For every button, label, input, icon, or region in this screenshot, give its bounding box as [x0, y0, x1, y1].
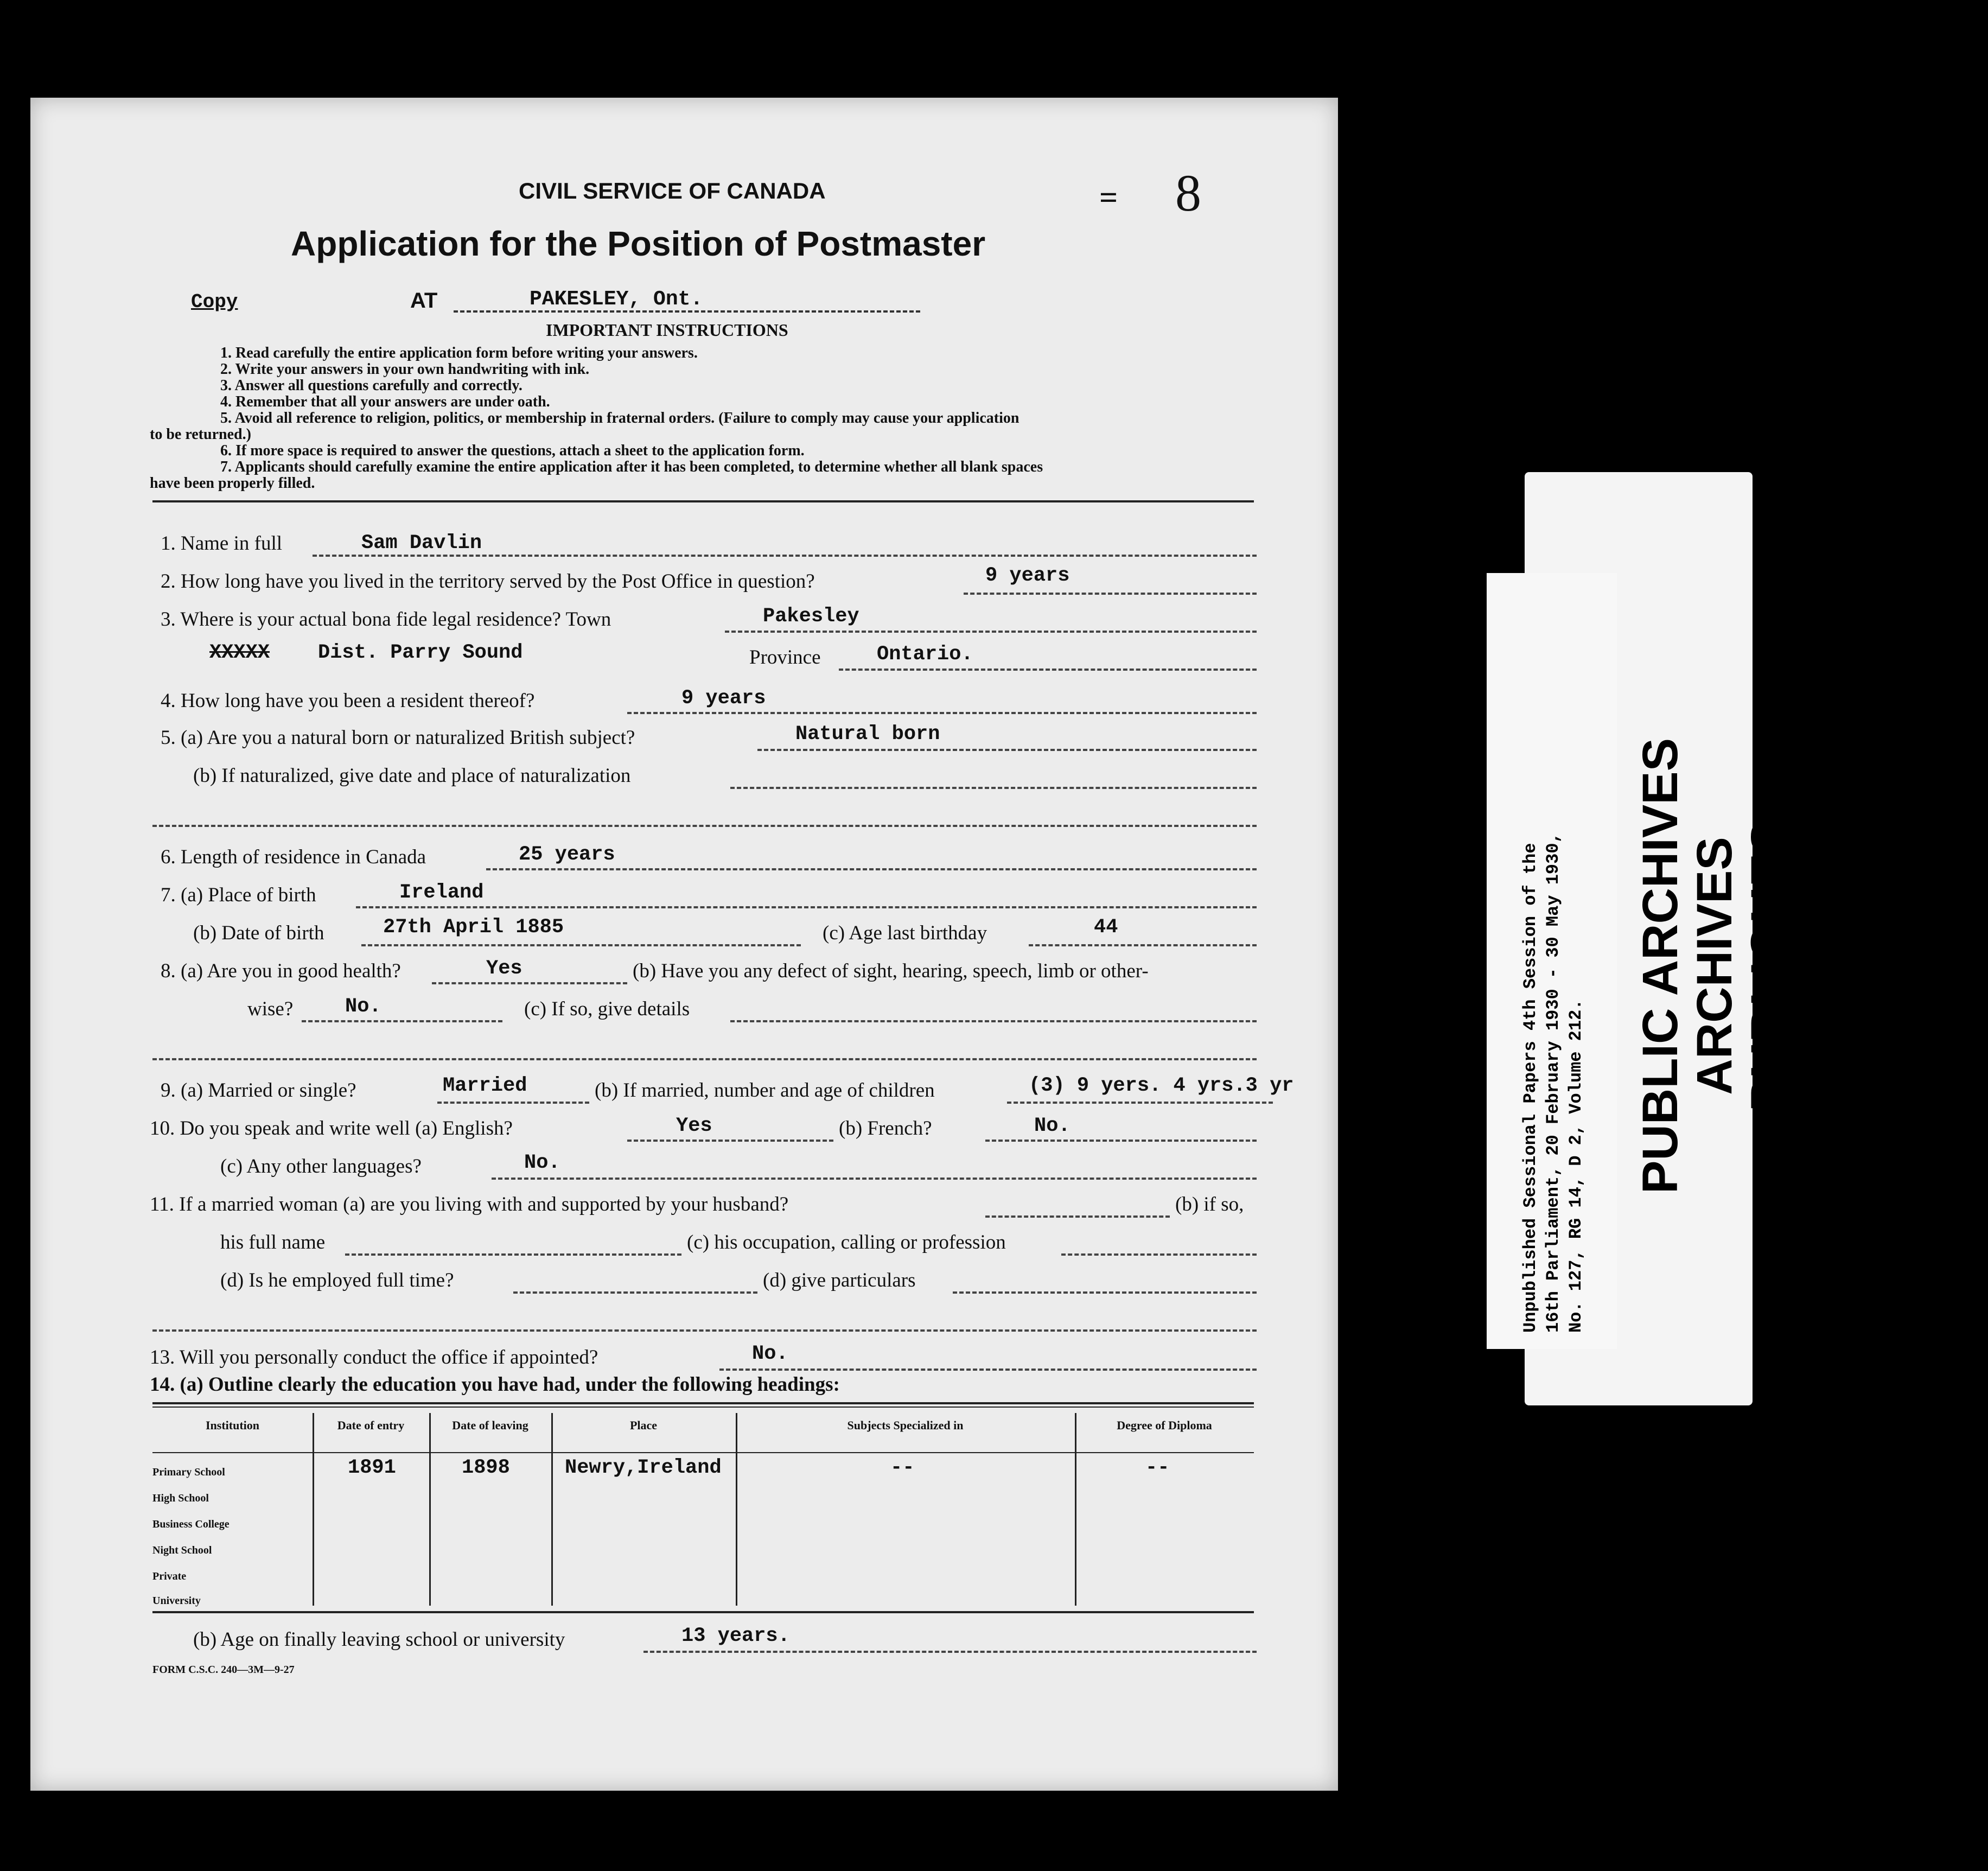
q13-label: 13. Will you personally conduct the office if appointed? — [150, 1346, 598, 1369]
q10c-label: (c) Any other languages? — [220, 1155, 422, 1178]
answer-resident-thereof: 9 years — [681, 687, 766, 710]
instruction-item: 4. Remember that all your answers are under oath. — [220, 393, 550, 410]
q8b-fill-line — [302, 1020, 502, 1022]
at-label: AT — [410, 289, 438, 313]
form-title: Application for the Position of Postmaster — [291, 224, 986, 263]
instruction-item: to be returned.) — [150, 426, 251, 443]
province-fill-line — [839, 669, 1257, 671]
answer-good-health: Yes — [486, 957, 523, 980]
q8a-fill-line — [432, 982, 627, 984]
q10-label: 10. Do you speak and write well (a) English? — [150, 1117, 513, 1140]
q6-label: 6. Length of residence in Canada — [161, 846, 426, 868]
q10c-fill-line — [492, 1178, 1257, 1180]
row-label-private: Private — [152, 1570, 187, 1582]
q11-extra-line — [152, 1329, 1257, 1332]
answer-residence-canada: 25 years — [519, 843, 615, 866]
instruction-item: 6. If more space is required to answer the questions, attach a sheet to the application form. — [220, 442, 805, 459]
answer-french: No. — [1034, 1115, 1071, 1137]
q10b-fill-line — [985, 1140, 1257, 1142]
header-degree: Degree of Diploma — [1117, 1418, 1212, 1432]
archive-reference-text — [1519, 573, 1588, 1333]
row-label-high-school: High School — [152, 1492, 209, 1504]
application-form-page — [30, 98, 1338, 1791]
q10a-fill-line — [627, 1140, 833, 1142]
copy-label: Copy — [191, 291, 238, 313]
form-code: FORM C.S.C. 240—3M—9-27 — [152, 1664, 295, 1676]
q1-fill-line — [313, 555, 1257, 557]
q8c-fill-line — [730, 1020, 1257, 1022]
instruction-item: 3. Answer all questions carefully and correctly. — [220, 377, 523, 394]
agency-heading: CIVIL SERVICE OF CANADA — [519, 178, 826, 203]
q8b-cont-label: wise? — [247, 998, 294, 1020]
q11d2-fill-line — [953, 1291, 1257, 1294]
answer-province: Ontario. — [877, 643, 973, 666]
q14a-label: 14. (a) Outline clearly the education you have had, under the following headings: — [150, 1373, 840, 1396]
reference-line-1: Unpublished Sessional Papers 4th Session of the — [1520, 843, 1540, 1333]
q5a-fill-line — [757, 749, 1257, 751]
q5a-label: 5. (a) Are you a natural born or naturalized British subject? — [161, 727, 635, 749]
header-date-of-leaving: Date of leaving — [452, 1418, 528, 1432]
q7c-fill-line — [1029, 944, 1257, 946]
answer-date-of-birth: 27th April 1885 — [383, 916, 564, 939]
stamp-line-canada: CANADA — [1800, 880, 1834, 1052]
header-institution: Institution — [205, 1418, 260, 1432]
answer-conduct-office: No. — [752, 1342, 788, 1365]
answer-lived-territory: 9 years — [985, 564, 1070, 587]
instruction-item: 2. Write your answers in your own handwriting with ink. — [220, 361, 590, 378]
answer-age: 44 — [1094, 916, 1118, 939]
q11b-fill-line — [345, 1253, 681, 1256]
instructions-title: IMPORTANT INSTRUCTIONS — [546, 320, 788, 340]
answer-children: (3) 9 yers. 4 yrs.3 yr — [1029, 1074, 1294, 1097]
answer-district: Dist. Parry Sound — [318, 641, 523, 664]
q7b-label: (b) Date of birth — [193, 922, 324, 944]
answer-town: Pakesley — [763, 605, 859, 628]
q3-province-label: Province — [749, 646, 821, 669]
instruction-item: 1. Read carefully the entire application form before writing your answers. — [220, 345, 698, 361]
primary-degree: -- — [1145, 1456, 1170, 1479]
row-label-primary: Primary School — [152, 1466, 225, 1478]
row-label-business: Business College — [152, 1518, 230, 1530]
q8b-label: (b) Have you any defect of sight, hearing, speech, limb or other- — [633, 960, 1149, 982]
q2-label: 2. How long have you lived in the territory served by the Post Office in question? — [161, 570, 815, 593]
answer-subject: Natural born — [795, 723, 940, 746]
answer-place-of-birth: Ireland — [399, 881, 484, 904]
reference-line-3: No. 127, RG 14, D 2, Volume 212. — [1566, 999, 1586, 1333]
q11c-label: (c) his occupation, calling or profession — [687, 1231, 1006, 1253]
at-value: PAKESLEY, Ont. — [530, 288, 703, 311]
q10b-label: (b) French? — [839, 1117, 932, 1140]
q14b-fill-line — [643, 1651, 1257, 1653]
row-label-university: University — [152, 1595, 201, 1607]
primary-subjects: -- — [890, 1456, 915, 1479]
q5b-label: (b) If naturalized, give date and place of naturalization — [193, 765, 631, 787]
q7a-label: 7. (a) Place of birth — [161, 884, 316, 906]
instruction-item: 7. Applicants should carefully examine the entire application after it has been completed, to determine whether all blank spaces — [220, 459, 1043, 475]
q11d-fill-line — [513, 1291, 757, 1294]
q11d2-label: (d) give particulars — [763, 1269, 916, 1291]
primary-place: Newry,Ireland — [565, 1456, 722, 1479]
stamp-line-public-archives: PUBLIC ARCHIVES — [1633, 738, 1688, 1194]
primary-entry: 1891 — [348, 1456, 396, 1479]
answer-defect: No. — [345, 995, 381, 1018]
page-marker: 8 — [1175, 164, 1201, 222]
dash-mark: = — [1099, 180, 1118, 215]
instruction-item: have been properly filled. — [150, 475, 315, 492]
instruction-item: 5. Avoid all reference to religion, politics, or membership in fraternal orders. (Failure to comply may cause your application — [220, 410, 1020, 427]
header-subjects: Subjects Specialized in — [847, 1418, 964, 1432]
q7a-fill-line — [356, 906, 1257, 908]
q11b-label: (b) if so, — [1175, 1193, 1244, 1215]
q8c-label: (c) If so, give details — [524, 998, 690, 1020]
education-table — [152, 1402, 1254, 1617]
q9b-label: (b) If married, number and age of children — [595, 1079, 935, 1102]
q2-fill-line — [964, 593, 1257, 595]
answer-county-struck: XXXXX — [209, 641, 270, 664]
q11b-cont-label: his full name — [220, 1231, 326, 1253]
primary-leaving: 1898 — [462, 1456, 510, 1479]
answer-name: Sam Davlin — [361, 532, 482, 555]
reference-line-2: 16th Parliament, 20 February 1930 - 30 May 1930, — [1543, 832, 1563, 1333]
q8a-label: 8. (a) Are you in good health? — [161, 960, 401, 982]
q13-fill-line — [719, 1369, 1257, 1371]
q5b-extra-line — [152, 825, 1257, 827]
q3-label: 3. Where is your actual bona fide legal residence? Town — [161, 608, 611, 631]
answer-english: Yes — [676, 1115, 712, 1137]
q8c-extra-line — [152, 1058, 1257, 1060]
q11d-label: (d) Is he employed full time? — [220, 1269, 454, 1291]
q9a-label: 9. (a) Married or single? — [161, 1079, 356, 1102]
archive-stamp — [1633, 695, 1839, 1237]
q6-fill-line — [486, 868, 1257, 870]
q11c-fill-line — [1061, 1253, 1257, 1256]
q7c-label: (c) Age last birthday — [823, 922, 987, 944]
header-date-of-entry: Date of entry — [337, 1418, 405, 1432]
q9b-fill-line — [1007, 1102, 1273, 1104]
q9a-fill-line — [437, 1102, 589, 1104]
answer-age-leaving: 13 years. — [681, 1625, 790, 1647]
answer-other-languages: No. — [524, 1151, 560, 1174]
q4-label: 4. How long have you been a resident thereof? — [161, 690, 535, 712]
q14b-label: (b) Age on finally leaving school or university — [193, 1628, 565, 1651]
q11a-fill-line — [985, 1215, 1170, 1218]
answer-married: Married — [443, 1074, 527, 1097]
stamp-line-archives-publiques: ARCHIVES PUBLIQUES — [1687, 820, 1796, 1112]
instructions-divider — [152, 500, 1254, 502]
q3-fill-line — [725, 631, 1257, 633]
header-place: Place — [629, 1418, 658, 1432]
row-label-night: Night School — [152, 1544, 212, 1556]
q1-label: 1. Name in full — [161, 532, 283, 555]
q11-label: 11. If a married woman (a) are you living with and supported by your husband? — [150, 1193, 789, 1215]
q4-fill-line — [627, 712, 1257, 714]
q5b-fill-line — [730, 787, 1257, 789]
q7b-fill-line — [361, 944, 801, 946]
